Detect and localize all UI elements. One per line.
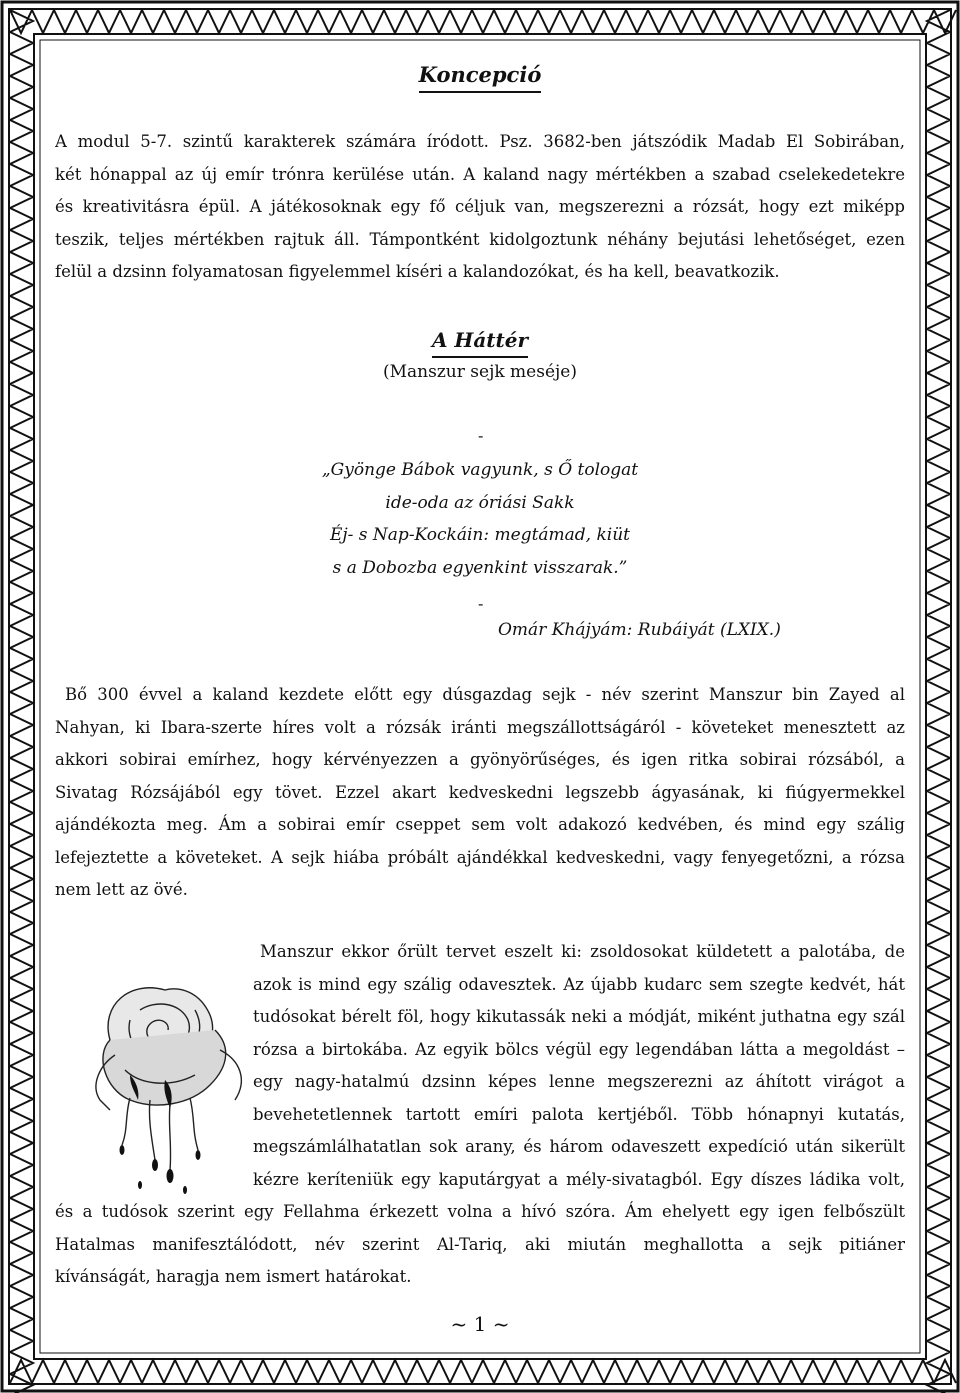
poem-line: „Gyönge Bábok vagyunk, s Ő tologat <box>321 460 639 480</box>
story2-indented <box>253 936 905 1196</box>
story-line: nem lett az övé. <box>55 880 188 899</box>
poem-attribution: Omár Khájyám: Rubáiyát (LXIX.) <box>498 620 781 640</box>
story-line: lefejeztette a követeket. A sejk hiába próbált ajándékkal kedveskedni, vagy fenyegetőzni, a rózsa <box>55 847 905 867</box>
separator-dash-bottom: - <box>478 594 484 613</box>
intro-line: teszik, teljes mértékben rajtuk áll. Támpontként kidolgoztunk néhány bejutási lehetőséget, ezen <box>55 229 905 249</box>
story2-full <box>55 1196 905 1294</box>
story2-line: tudósokat bérelt föl, hogy kikutassák neki a módját, miként juthatna egy szál <box>253 1007 905 1026</box>
story2-line: Manszur ekkor őrült tervet eszelt ki: zsoldosokat küldetett a palotába, de <box>260 942 905 961</box>
story2-line: bevehetetlennek tartott emíri palota kertjéből. Több hónapnyi kutatás, <box>253 1104 905 1124</box>
poem-quote <box>55 454 905 584</box>
story2-line: azok is mind egy szálig odavesztek. Az újabb kudarc sem szegte kedvét, hát <box>253 974 905 994</box>
story-line: Sivatag Rózsájából egy tövet. Ezzel akart kedveskedni legszebb ágyasának, ki fiúgyermekkel <box>55 782 905 802</box>
poem-line: s a Dobozba egyenkint visszarak.” <box>332 557 628 578</box>
separator-dash-top: - <box>478 426 484 445</box>
story2-line: megszámlálhatatlan sok arany, és három odaveszett expedíció után sikerült <box>253 1137 905 1156</box>
story-line: ajándékozta meg. Ám a sobirai emír cseppet sem volt adakozó kedvében, és mind egy szálig <box>55 815 905 834</box>
intro-line: két hónappal az új emír trónra kerülése után. A kaland nagy mértékben a szabad cselekedetekre <box>55 164 905 184</box>
story-paragraph <box>55 679 905 907</box>
intro-line: és kreativitásra épül. A játékosoknak egy fő céljuk van, megszerezni a rózsát, hogy ezt miképp <box>55 197 905 216</box>
story2-line: kézre keríteniük egy kaputárgyat a mély-sivatagból. Egy díszes ládika volt, <box>253 1169 905 1189</box>
poem-line: Éj- s Nap-Kockáin: megtámad, kiüt <box>329 525 631 545</box>
intro-line: felül a dzsinn folyamatosan figyelemmel kíséri a kalandozókat, és ha kell, beavatkozik. <box>55 262 780 281</box>
page-title: Koncepció <box>55 62 905 93</box>
section-title: A Háttér <box>55 328 905 358</box>
story-line: Bő 300 évvel a kaland kezdete előtt egy dúsgazdag sejk - név szerint Manszur bin Zayed al <box>65 685 905 704</box>
story-line: akkori sobirai emírhez, hogy kérvényezzen a gyönyörűséges, és igen ritka sobirai rózsából, a <box>55 750 905 769</box>
story2-line: és a tudósok szerint egy Fellahma érkezett volna a hívó szóra. Ám ehelyett egy igen felbőszült <box>55 1202 905 1221</box>
rose-illustration <box>70 960 260 1200</box>
poem-line: ide-oda az óriási Sakk <box>385 492 575 513</box>
intro-line: A modul 5-7. szintű karakterek számára íródott. Psz. 3682-ben játszódik Madab El Sobirában, <box>55 132 905 151</box>
section-subtitle: (Manszur sejk meséje) <box>383 362 577 382</box>
story2-line: kívánságát, haragja nem ismert határokat. <box>55 1267 412 1286</box>
page-number: ~ 1 ~ <box>450 1312 510 1336</box>
intro-paragraph <box>55 126 905 289</box>
story-line: Nahyan, ki Ibara-szerte híres volt a rózsák iránti megszállottságáról - követeket menesztett az <box>55 717 905 737</box>
story2-line: rózsa a birtokába. Az egyik bölcs végül egy legendában látta a megoldást – <box>253 1039 905 1059</box>
story2-line: egy nagy-hatalmú dzsinn képes lenne megszerezni az áhított virágot a <box>253 1072 905 1091</box>
story2-line: Hatalmas manifesztálódott, név szerint Al-Tariq, aki miután meghallotta a sejk pitiáner <box>55 1234 905 1254</box>
